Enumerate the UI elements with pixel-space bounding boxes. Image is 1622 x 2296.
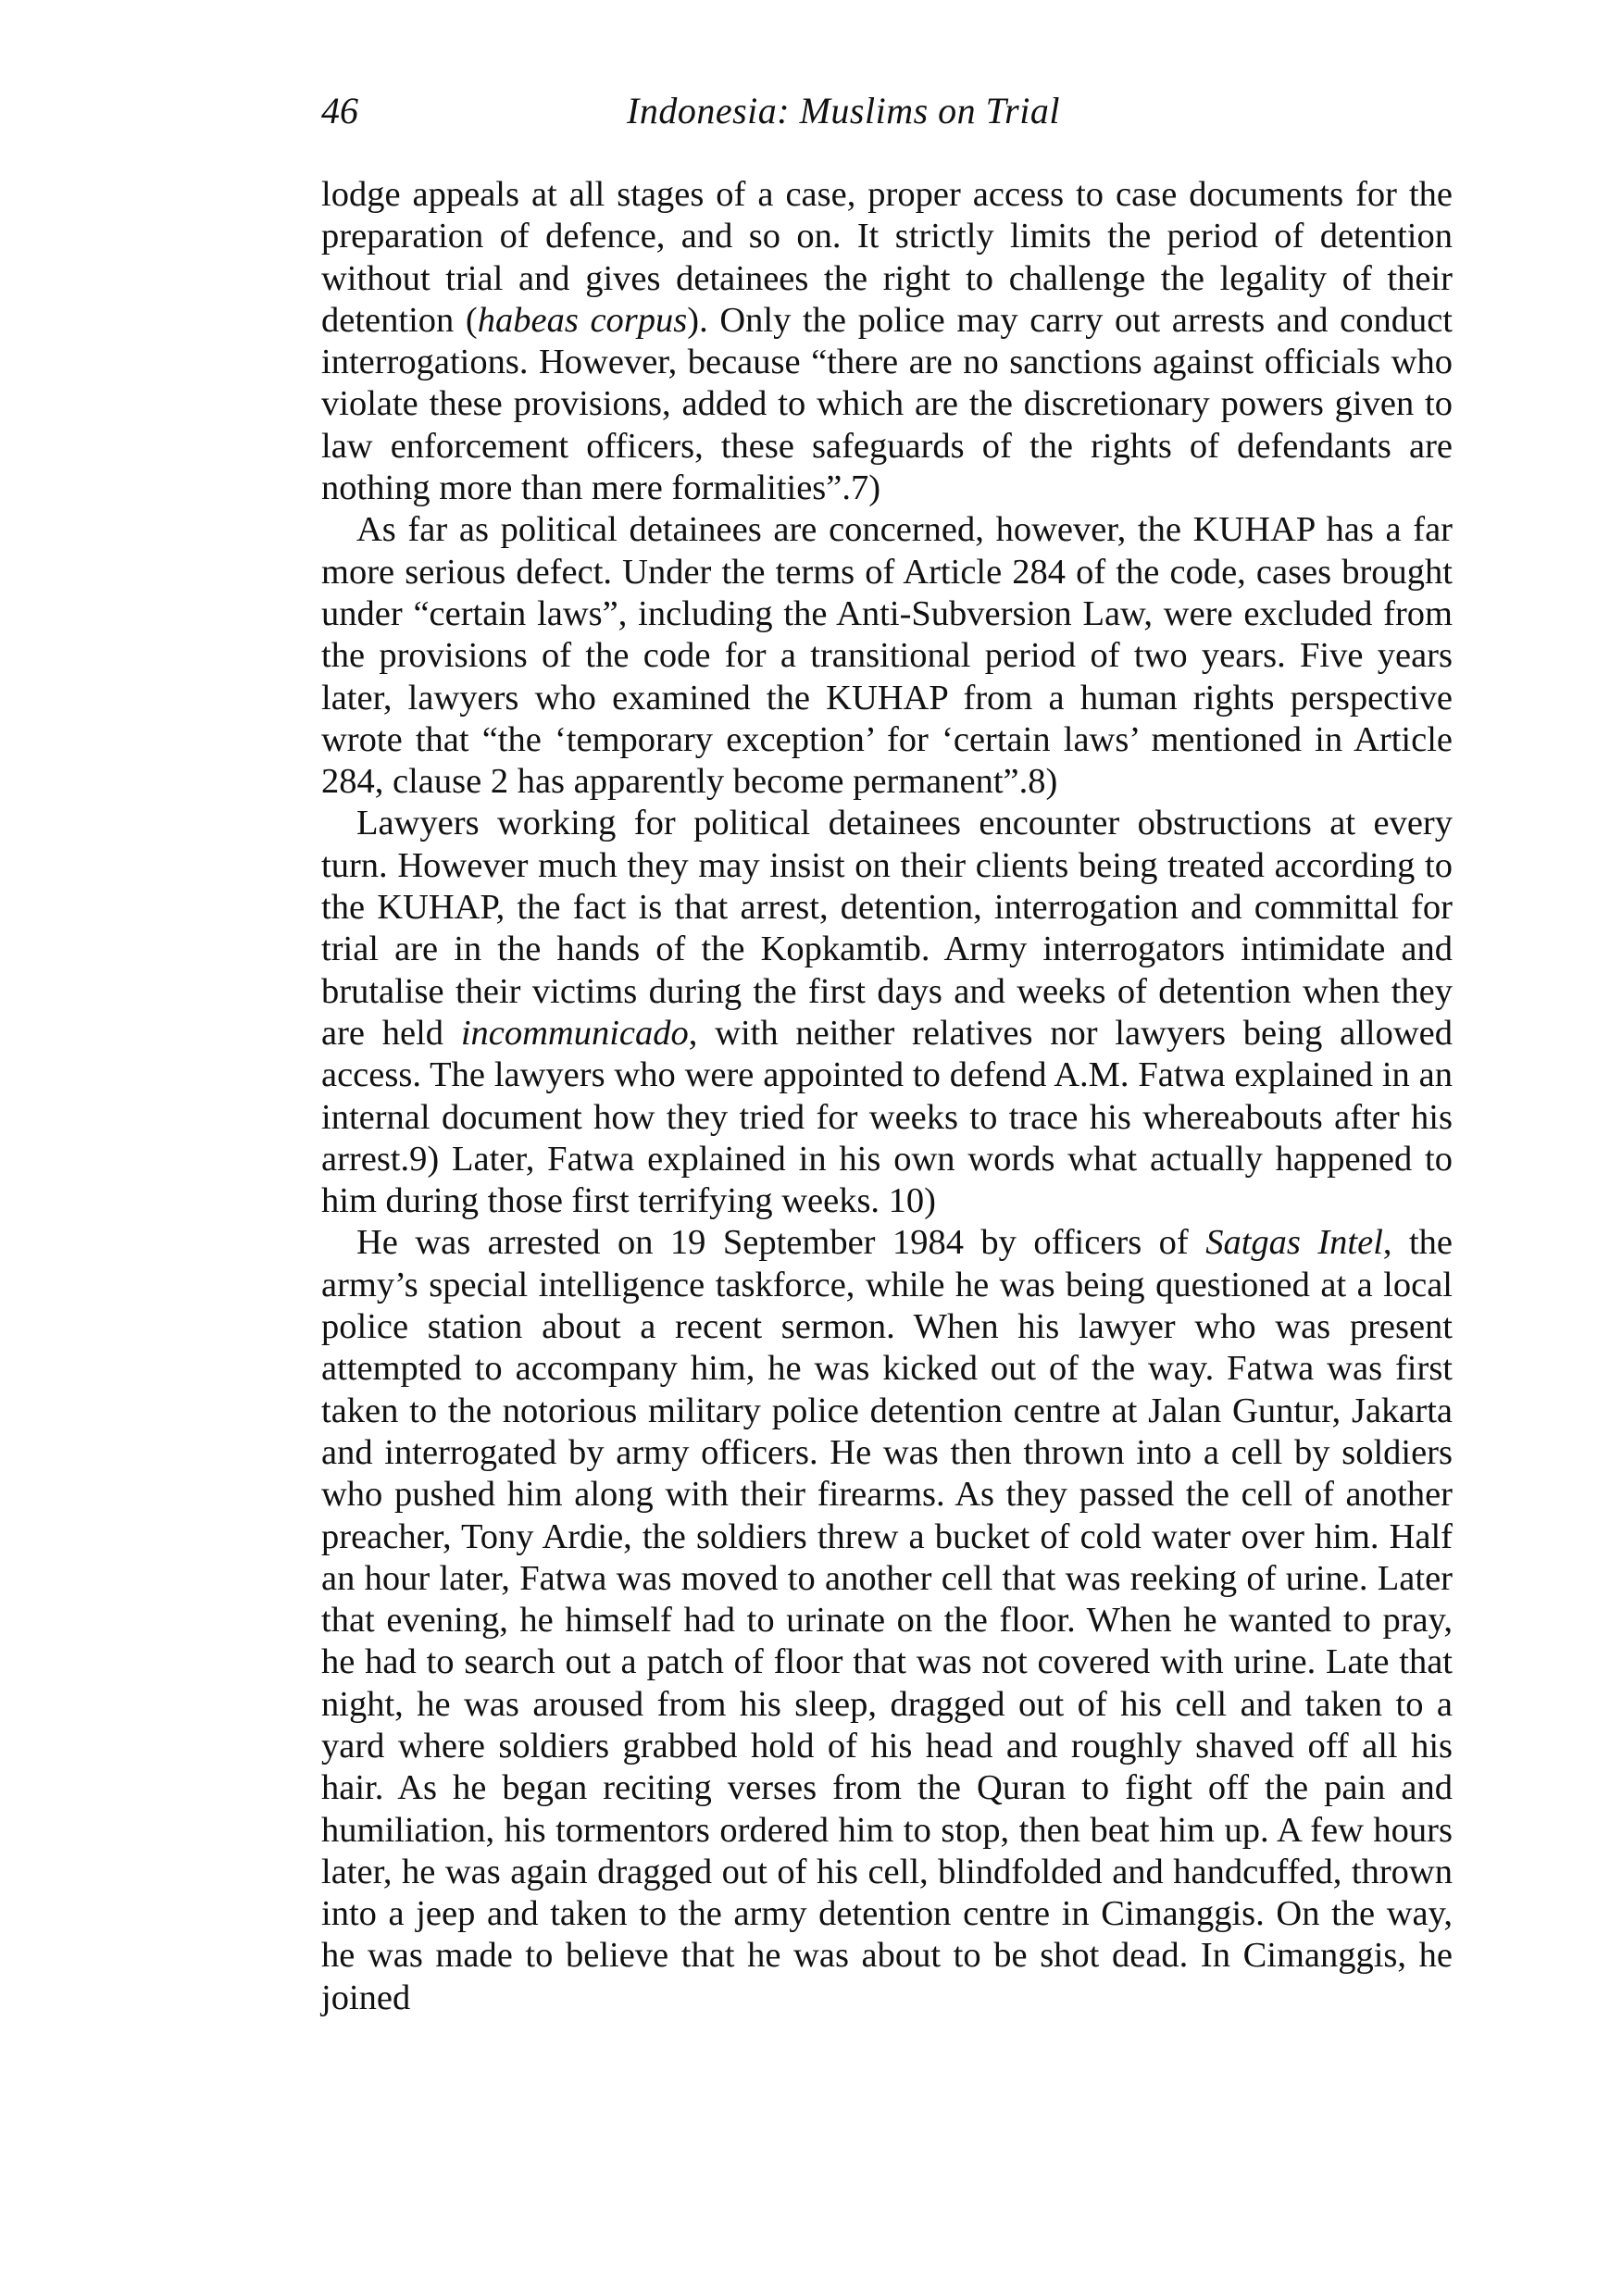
running-head: [321, 89, 1453, 144]
paragraph-2: [321, 509, 1453, 803]
page-number: 46: [321, 90, 358, 131]
text-segment: ). Only the police may carry out arrests and conduct interrogations. However, because “there are no sanctions against officials who violate these provisions, added to which are the discretionary powers given to law enforcement officers, these safeguards of the rights of defendants are nothing more than mere formalities”.7): [321, 300, 1454, 508]
italic-term-satgas-intel: Satgas Intel: [1205, 1223, 1383, 1263]
body-text: [321, 174, 1453, 2019]
italic-term-habeas-corpus: habeas corpus: [477, 300, 688, 340]
running-title: Indonesia: Muslims on Trial: [627, 90, 1060, 131]
text-segment: , the army’s special intelligence taskforce, while he was being questioned at a local police station about a recent sermon. When his lawyer who was present attempted to accompany him, he was kicked out of the way. Fatwa was first taken to the notorious military police detention centre at Jalan Guntur, Jakarta and interrogated by army officers. He was then thrown into a cell by soldiers who pushed him along with their firearms. As they passed the cell of another preacher, Tony Ardie, the soldiers threw a bucket of cold water over him. Half an hour later, Fatwa was moved to another cell that was reeking of urine. Later that evening, he himself had to urinate on the floor. When he wanted to pray, he had to search out a patch of floor that was not covered with urine. Late that night, he was aroused from his sleep, dragged out of his cell and taken to a yard where soldiers grabbed hold of his head and roughly shaved off all his hair. As he began reciting verses from the Quran to fight off the pain and humiliation, his tormentors ordered him to stop, then beat him up. A few hours later, he was again dragged out of his cell, blindfolded and handcuffed, thrown into a jeep and taken to the army detention centre in Cimanggis. On the way, he was made to believe that he was about to be shot dead. In Cimanggis, he joined: [321, 1223, 1454, 2017]
text-segment: He was arrested on 19 September 1984 by officers of: [356, 1223, 1206, 1263]
paragraph-3: [321, 803, 1453, 1222]
paragraph-1: [321, 174, 1453, 509]
text-segment: As far as political detainees are concerned, however, the KUHAP has a far more serious defect. Under the terms of Article 284 of the code, cases brought under “certain laws”, including the Anti-Subversion Law, were excluded from the provisions of the code for a transitional period of two years. Five years later, lawyers who examined the KUHAP from a human rights perspective wrote that “the ‘temporary exception’ for ‘certain laws’ mentioned in Article 284, clause 2 has apparently become permanent”.8): [321, 510, 1453, 802]
text-segment: Lawyers working for political detainees encounter obstructions at every turn. However much they may insist on their clients being treated according to the KUHAP, the fact is that arrest, detention, interrogation and committal for trial are in the hands of the Kopkamtib. Army interrogators intimidate and brutalise their victims during the first days and weeks of detention when they are held: [321, 804, 1453, 1053]
italic-term-incommunicado: incommunicado: [460, 1013, 689, 1053]
paragraph-4: [321, 1222, 1453, 2019]
text-segment: lodge appeals at all stages of a case, proper access to case documents for the preparation of defence, and so on. It strictly limits the period of detention without trial and gives detainees the right to challenge the legality of their detention (: [321, 175, 1453, 340]
text-segment: , with neither relatives nor lawyers being allowed access. The lawyers who were appointed to defend A.M. Fatwa explained in an internal document how they tried for weeks to trace his whereabouts after his arrest.9) Later, Fatwa explained in his own words what actually happened to him during those first terrifying weeks. 10): [321, 1013, 1453, 1221]
